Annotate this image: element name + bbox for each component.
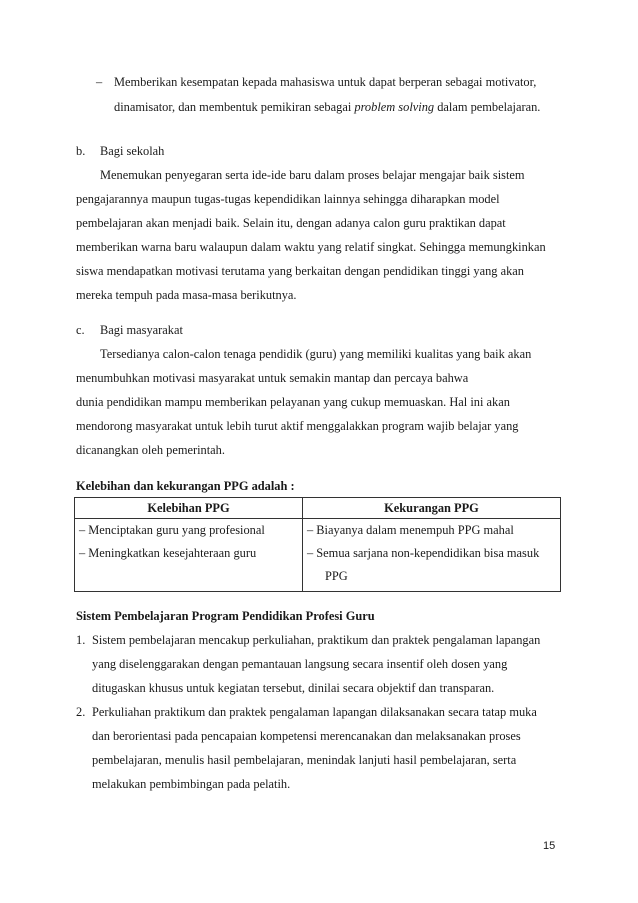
- paragraph-line: Tersedianya calon-calon tenaga pendidik (guru) yang memiliki kualitas yang baik akan: [100, 347, 532, 361]
- page-number: 15: [543, 840, 556, 852]
- table-cell: [303, 519, 561, 592]
- section-title: Bagi masyarakat: [100, 323, 183, 337]
- section-heading: Sistem Pembelajaran Program Pendidikan Profesi Guru: [76, 609, 375, 623]
- cell-line: – Menciptakan guru yang profesional: [79, 523, 265, 537]
- list-item-line: Sistem pembelajaran mencakup perkuliahan, praktikum dan praktek pengalaman lapangan: [92, 633, 541, 647]
- cell-line: PPG: [325, 569, 348, 583]
- list-item-line: Memberikan kesempatan kepada mahasiswa untuk dapat berperan sebagai motivator,: [114, 75, 537, 89]
- table-header-row: [75, 498, 561, 519]
- paragraph-line: memberikan warna baru walaupun dalam waktu yang relatif singkat. Sehingga memungkinkan: [76, 240, 546, 254]
- paragraph-line: pembelajaran akan menjadi baik. Selain itu, dengan adanya calon guru praktikan dapat: [76, 216, 506, 230]
- paragraph-line: mendorong masyarakat untuk lebih turut aktif menggalakkan program wajib belajar yang: [76, 419, 519, 433]
- paragraph-line: siswa mendapatkan motivasi terutama yang berkaitan dengan pendidikan tinggi yang akan: [76, 264, 524, 278]
- table-cell: [75, 519, 303, 592]
- list-item-line: yang diselenggarakan dengan pemantauan langsung secara insentif oleh dosen yang: [92, 657, 508, 671]
- section-marker: b.: [76, 144, 86, 158]
- emphasis-text: problem solving: [354, 100, 435, 114]
- list-item-line: dan berorientasi pada pencapaian kompetensi merencanakan dan melaksanakan proses: [92, 729, 521, 743]
- list-item-line: melakukan pembimbingan pada pelatih.: [92, 777, 291, 791]
- section-title: Bagi sekolah: [100, 144, 165, 158]
- paragraph-line: mereka tempuh pada masa-masa berikutnya.: [76, 288, 297, 302]
- paragraph-line: Menemukan penyegaran serta ide-ide baru dalam proses belajar mengajar baik sistem: [100, 168, 525, 182]
- paragraph-line: dicanangkan oleh pemerintah.: [76, 443, 225, 457]
- cell-line: – Biayanya dalam menempuh PPG mahal: [307, 523, 514, 537]
- list-bullet: –: [96, 75, 103, 89]
- comparison-table: [74, 497, 561, 592]
- column-header: Kelebihan PPG: [75, 498, 303, 519]
- paragraph-line: pengajarannya maupun tugas-tugas kependidikan lainnya sehingga diharapkan model: [76, 192, 500, 206]
- section-marker: c.: [76, 323, 85, 337]
- list-item-line: pembelajaran, menulis hasil pembelajaran, menindak lanjuti hasil pembelajaran, serta: [92, 753, 517, 767]
- list-item-line: ditugaskan khusus untuk kegiatan tersebut, dinilai secara objektif dan transparan.: [92, 681, 495, 695]
- list-number: 1.: [76, 633, 86, 647]
- table-row: [75, 519, 561, 592]
- cell-line: – Semua sarjana non-kependidikan bisa masuk: [307, 546, 540, 560]
- text-run: dalam pembelajaran.: [434, 100, 541, 114]
- table-heading: Kelebihan dan kekurangan PPG adalah :: [76, 479, 295, 493]
- list-item-line: Perkuliahan praktikum dan praktek pengalaman lapangan dilaksanakan secara tatap muka: [92, 705, 537, 719]
- column-header: Kekurangan PPG: [303, 498, 561, 519]
- cell-line: – Meningkatkan kesejahteraan guru: [79, 546, 257, 560]
- list-number: 2.: [76, 705, 86, 719]
- list-item-line: [114, 99, 540, 115]
- paragraph-line: dunia pendidikan mampu memberikan pelayanan yang cukup memuaskan. Hal ini akan: [76, 395, 510, 409]
- text-run: dinamisator, dan membentuk pemikiran sebagai: [114, 100, 355, 114]
- paragraph-line: menumbuhkan motivasi masyarakat untuk semakin mantap dan percaya bahwa: [76, 371, 469, 385]
